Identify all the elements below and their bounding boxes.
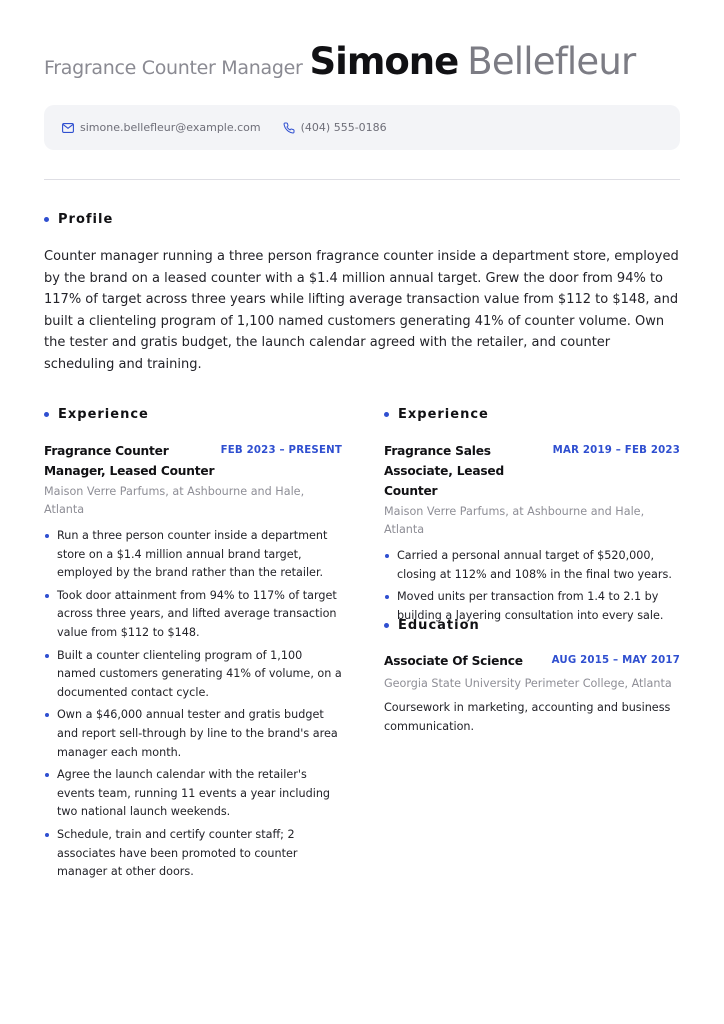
education-heading-label: Education [398,618,480,633]
list-item: Run a three person counter inside a department store on a $1.4 million annual brand target, employed by the brand rather than the retailer. [44,527,342,583]
resume-header [44,40,684,90]
experience-heading-label: Experience [58,407,149,422]
experience-entry-right [384,441,680,629]
envelope-icon [62,123,74,133]
entry-org: Georgia State University Perimeter College, Atlanta [384,677,672,690]
contact-phone[interactable] [283,121,387,134]
header-divider [44,179,680,180]
heading-dot [44,217,49,222]
experience-heading-right [384,407,489,422]
first-name: Simone [309,40,459,83]
profile-heading-label: Profile [58,212,114,227]
list-item: Built a counter clienteling program of 1,100 named customers generating 41% of volume, on a documented contact cycle. [44,647,342,703]
heading-dot [384,412,389,417]
experience-heading-left [44,407,149,422]
bullet-list [384,547,680,625]
entry-description: Coursework in marketing, accounting and business communication. [384,701,671,733]
phone-text: (404) 555-0186 [300,121,387,134]
last-name: Bellefleur [467,40,636,83]
list-item: Carried a personal annual target of $520,000, closing at 112% and 108% in the final two years. [384,547,680,584]
profile-text: Counter manager running a three person fragrance counter inside a department store, employed by the brand on a leased counter with a $1.4 million annual target. Grew the door from 94% to 117% of target across three years while lifting average transaction value from $112 to $148, and built a clienteling program of 1,100 named customers generating 41% of counter volume. Own the tester and gratis budget, the launch calendar agreed with the retailer, and counter scheduling and training. [44,249,679,372]
entry-date: AUG 2015 – MAY 2017 [551,655,680,666]
experience-heading-label: Experience [398,407,489,422]
entry-date: MAR 2019 – FEB 2023 [552,445,680,456]
bullet-list [44,527,342,882]
list-item: Own a $46,000 annual tester and gratis budget and report sell-through by line to the brand's area manager each month. [44,706,342,762]
list-item: Agree the launch calendar with the retailer's events team, running 11 events a year including two national launch weekends. [44,766,342,822]
entry-date: FEB 2023 – PRESENT [220,445,342,456]
phone-icon [283,122,295,134]
entry-title: Associate Of Science [384,654,523,668]
list-item: Schedule, train and certify counter staff; 2 associates have been promoted to counter manager at other doors. [44,826,342,882]
entry-title: Fragrance Counter Manager, Leased Counter [44,444,215,478]
entry-title: Fragrance Sales Associate, Leased Counter [384,444,505,498]
entry-org: Maison Verre Parfums, at Ashbourne and Hale, Atlanta [44,485,305,516]
education-entry [384,651,680,736]
education-heading [384,618,480,633]
experience-entry-left [44,441,342,886]
contact-bar [44,105,680,150]
heading-dot [384,623,389,628]
list-item: Took door attainment from 94% to 117% of target across three years, and lifted average transaction value from $112 to $148. [44,587,342,643]
heading-dot [44,412,49,417]
email-text: simone.bellefleur@example.com [80,121,261,134]
entry-org: Maison Verre Parfums, at Ashbourne and Hale, Atlanta [384,505,645,536]
list-item: Moved units per transaction from 1.4 to 2.1 by building a layering consultation into every sale. [384,588,680,625]
job-title: Fragrance Counter Manager [44,57,303,79]
profile-heading [44,212,113,227]
contact-email[interactable] [62,121,261,134]
